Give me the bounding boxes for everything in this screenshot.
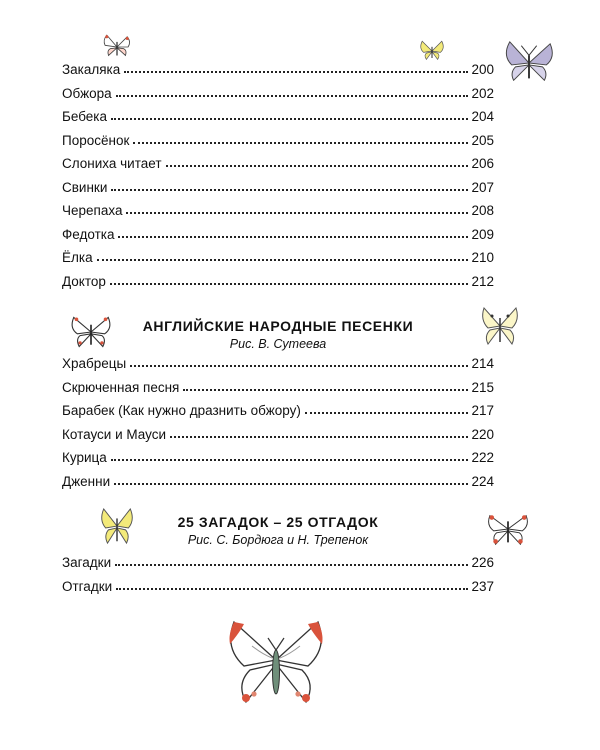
toc-entry-title: Отгадки	[62, 578, 113, 594]
toc-entry-page: 226	[471, 555, 494, 570]
toc-entry[interactable]	[62, 203, 494, 227]
toc-entry-page: 206	[471, 156, 494, 171]
toc-entry-page: 237	[471, 578, 494, 594]
toc-entry-title: Скрюченная песня	[62, 379, 180, 395]
toc-entry-title: Загадки	[62, 555, 112, 570]
toc-entry[interactable]	[62, 133, 494, 157]
toc-group-3	[62, 555, 494, 602]
toc-entry-page: 214	[471, 356, 494, 371]
toc-entry[interactable]	[62, 474, 494, 498]
toc-entry-title: Бебека	[62, 109, 108, 124]
toc-entry[interactable]	[62, 579, 494, 603]
toc-entry-page: 220	[471, 426, 494, 442]
dot-leader	[130, 365, 468, 367]
toc-entry[interactable]	[62, 356, 494, 380]
toc-entry-title: Закаляка	[62, 62, 121, 77]
toc-entry[interactable]	[62, 86, 494, 110]
dot-leader	[118, 236, 468, 238]
toc-entry-page: 205	[471, 132, 494, 148]
dot-leader	[115, 564, 468, 566]
dot-leader	[114, 483, 468, 485]
toc-entry-title: Дженни	[62, 473, 111, 489]
toc-entry[interactable]	[62, 180, 494, 204]
dot-leader	[116, 588, 468, 590]
toc-entry-page: 200	[471, 62, 494, 77]
toc-entry-page: 210	[471, 250, 494, 265]
toc-entry[interactable]	[62, 62, 494, 86]
toc-entry-page: 215	[471, 379, 494, 395]
dot-leader	[116, 95, 469, 97]
section-illustrator-credit: Рис. С. Бордюга и Н. Трепенок	[187, 533, 369, 547]
butterfly-illustration-top-left	[100, 30, 134, 64]
toc-entry-page: 202	[471, 85, 494, 101]
dot-leader	[170, 436, 468, 438]
dot-leader	[126, 212, 468, 214]
toc-entry-title: Федотка	[62, 226, 115, 242]
toc-group-1	[62, 62, 494, 297]
toc-entry-title: Доктор	[62, 273, 106, 289]
toc-entry-page: 209	[471, 226, 494, 242]
toc-entry-page: 217	[471, 403, 494, 418]
toc-entry[interactable]	[62, 380, 494, 404]
toc-entry[interactable]	[62, 427, 494, 451]
dot-leader	[133, 142, 468, 144]
toc-entry-title: Обжора	[62, 85, 112, 101]
toc-entry-title: Слониха читает	[62, 156, 162, 171]
dot-leader	[111, 189, 468, 191]
toc-entry-title: Котауси и Мауси	[62, 426, 167, 442]
toc-entry-page: 212	[471, 273, 494, 289]
toc-entry[interactable]	[62, 156, 494, 180]
section-title: АНГЛИЙСКИЕ НАРОДНЫЕ ПЕСЕНКИ	[142, 318, 414, 334]
dot-leader	[111, 118, 468, 120]
dot-leader	[97, 259, 469, 261]
toc-entry-title: Поросёнок	[62, 132, 130, 148]
dot-leader	[124, 71, 468, 73]
section-title: 25 ЗАГАДОК – 25 ОТГАДОК	[177, 514, 379, 530]
toc-entry[interactable]	[62, 109, 494, 133]
toc-entry-title: Курица	[62, 450, 107, 465]
toc-entry-page: 204	[471, 109, 494, 124]
butterfly-illustration-yellow-small	[418, 38, 446, 64]
butterfly-illustration-lilac	[500, 38, 558, 88]
toc-entry[interactable]	[62, 274, 494, 298]
dot-leader	[166, 165, 469, 167]
toc-entry[interactable]	[62, 450, 494, 474]
toc-entry[interactable]	[62, 250, 494, 274]
toc-entry-title: Черепаха	[62, 203, 123, 218]
toc-entry-page: 208	[471, 203, 494, 218]
dot-leader	[183, 389, 468, 391]
section-heading-riddles	[62, 514, 494, 547]
toc-entry[interactable]	[62, 227, 494, 251]
section-heading-english-songs	[62, 318, 494, 351]
dot-leader	[110, 283, 469, 285]
dot-leader	[305, 412, 469, 414]
toc-entry-title: Свинки	[62, 179, 108, 195]
toc-entry-title: Храбрецы	[62, 356, 127, 371]
dot-leader	[111, 459, 469, 461]
toc-entry[interactable]	[62, 403, 494, 427]
toc-entry[interactable]	[62, 555, 494, 579]
toc-entry-title: Барабек (Как нужно дразнить обжору)	[62, 403, 301, 418]
butterfly-illustration-large-bottom	[222, 610, 330, 714]
toc-entry-page: 224	[471, 473, 494, 489]
section-illustrator-credit: Рис. В. Сутеева	[229, 337, 327, 351]
toc-entry-page: 222	[471, 450, 494, 465]
toc-group-2	[62, 356, 494, 497]
toc-entry-page: 207	[471, 179, 494, 195]
toc-entry-title: Ёлка	[62, 250, 93, 265]
